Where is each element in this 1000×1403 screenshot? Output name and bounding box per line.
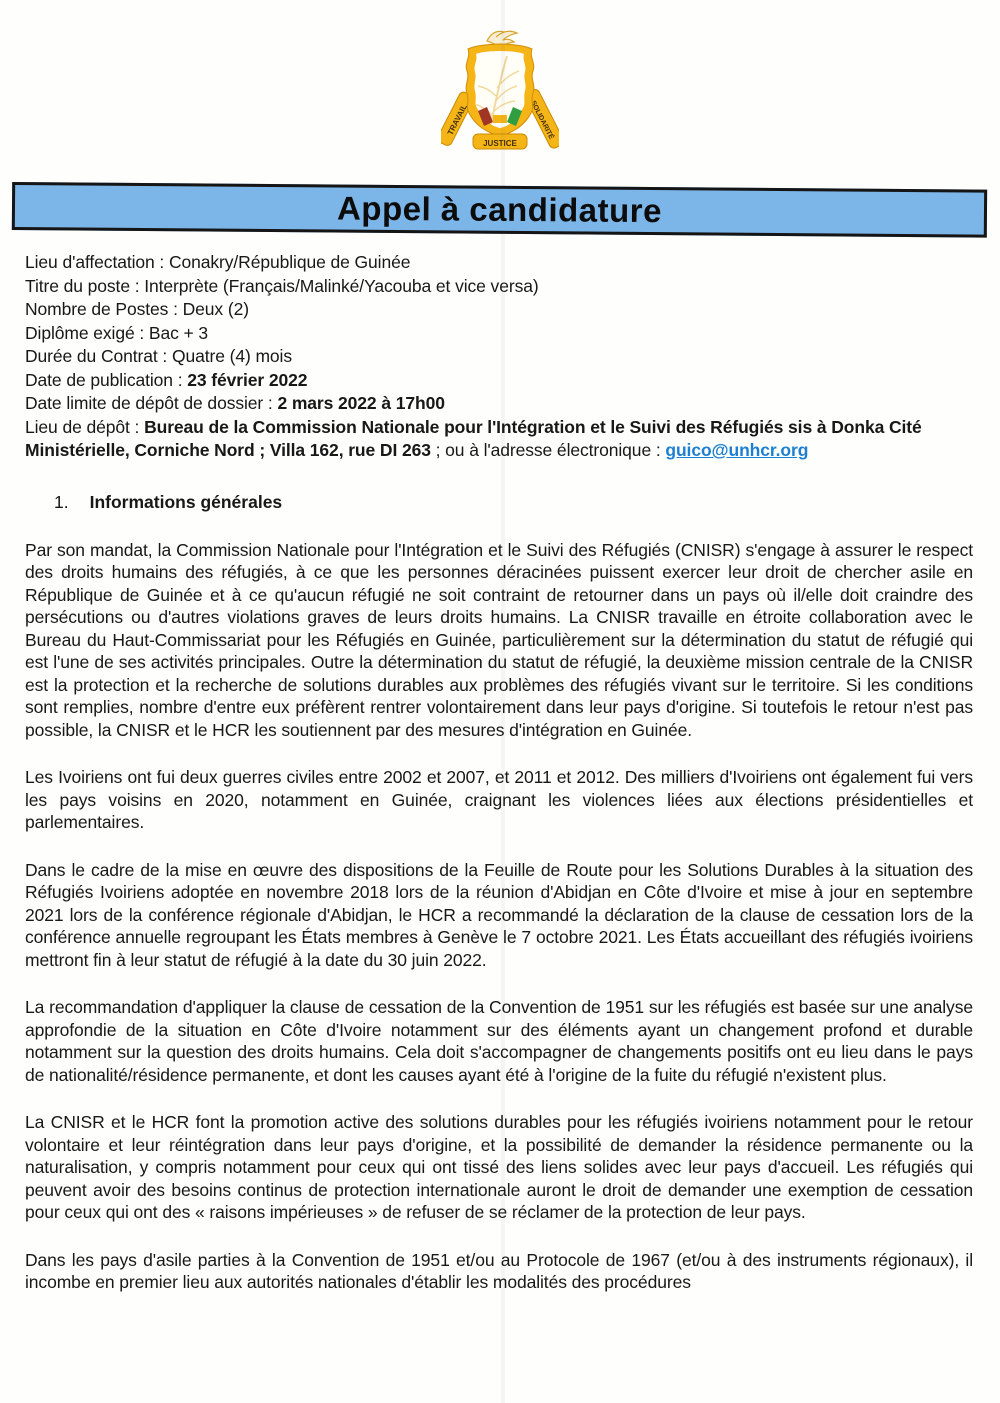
info-label: Nombre de Postes : bbox=[25, 299, 183, 319]
paragraph-4: La recommandation d'appliquer la clause de cessation de la Convention de 1951 sur les réfugiés est basée sur une analyse approfondie de la situation en Côte d'Ivoire notamment sur des éléments ayant un changement profond et durable notamment sur la question des droits humains. Cela doit s'accompagner de changements positifs ont eu lieu dans le pays de nationalité/résidence permanente, et dont les causes ayant été à l'origine de la fuite du réfugié n'existent plus. bbox=[25, 997, 973, 1085]
shield bbox=[466, 44, 534, 136]
deposit-separator: ; ou à l'adresse électronique : bbox=[430, 440, 666, 460]
info-label: Durée du Contrat : bbox=[25, 346, 172, 366]
paragraph-1: Par son mandat, la Commission Nationale pour l'Intégration et le Suivi des Réfugiés (CNISR) s'engage à assurer le respect des droits humains des réfugiés, à ce que les personnes déracinées puissent exercer leur droit de chercher asile en République de Guinée et à ce qu'aucun réfugié ne soit contraint de retourner dans un pays où il/elle doit craindre des persécutions ou d'autres violations graves de leurs droits humains. La CNISR travaille en étroite collaboration avec le Bureau du Haut-Commissariat pour les Réfugiés en Guinée, particulièrement sur la détermination du statut de réfugié qui est l'une de ses activités principales. Outre la détermination du statut de réfugié, la deuxième mission centrale de la CNISR est la protection et la recherche de solutions durables aux problèmes des réfugiés vivant sur le territoire. Si les conditions sont remplies, nombre d'entre eux préfèrent rentrer volontairement dans leur pays d'origine. Si toutefois le retour n'est pas possible, la CNISR et le HCR les soutiennent par des mesures d'intégration en Guinée. bbox=[25, 539, 973, 740]
info-line-date-limite bbox=[25, 392, 973, 416]
info-label: Diplôme exigé : bbox=[25, 322, 149, 343]
info-label: Date limite de dépôt de dossier : bbox=[25, 393, 278, 413]
info-value: Interprète (Français/Malinké/Yacouba et vice versa) bbox=[144, 275, 539, 296]
email-link[interactable]: guico@unhcr.org bbox=[665, 440, 809, 460]
info-value: 23 février 2022 bbox=[187, 369, 308, 390]
deposit-address: Bureau de la Commission Nationale pour l'Intégration et le Suivi des Réfugiés sis à Donka Cité Ministérielle, Corniche Nord ; Villa 162, rue DI 263 bbox=[25, 416, 922, 460]
section-title: Informations générales bbox=[89, 491, 283, 512]
paragraph-6: Dans les pays d'asile parties à la Convention de 1951 et/ou au Protocole de 1967 (et/ou à des instruments régionaux), il incombe en premier lieu aux autorités nationales d'établir les modalités des procédures bbox=[25, 1249, 973, 1292]
motto-ribbon-bottom bbox=[473, 134, 527, 149]
crest-motto-justice: JUSTICE bbox=[483, 139, 517, 148]
banner-title: Appel à candidature bbox=[336, 189, 663, 230]
info-line-diplome bbox=[25, 322, 973, 346]
info-value: Bac + 3 bbox=[148, 322, 209, 343]
info-line-depot bbox=[25, 416, 973, 463]
section-number: 1. bbox=[54, 491, 69, 512]
info-block bbox=[25, 251, 973, 463]
info-label: Titre du poste : bbox=[25, 275, 145, 296]
info-line-nombre bbox=[25, 298, 973, 322]
paragraph-5: La CNISR et le HCR font la promotion active des solutions durables pour les réfugiés ivoiriens notamment pour le retour volontaire et leur réintégration dans leur pays d'origine, et la possibilité de demander la résidence permanente ou la naturalisation, y compris notamment pour ceux qui ont tissé des liens solides avec leur pays d'accueil. Les réfugiés qui peuvent avoir des besoins continus de protection internationale auront le droit de demander une exemption de cessation pour ceux qui ont des « raisons impérieuses » de refuser de se réclamer de la protection de leur pays. bbox=[25, 1112, 973, 1222]
guinea-coat-of-arms-icon bbox=[441, 24, 559, 154]
crest-motto-travail: TRAVAIL bbox=[445, 102, 469, 137]
info-line-duree bbox=[25, 345, 973, 369]
paragraph-3: Dans le cadre de la mise en œuvre des dispositions de la Feuille de Route pour les Solutions Durables à la situation des Réfugiés Ivoiriens adoptée en novembre 2018 lors de la réunion d'Abidjan en Côte d'Ivoire et mise à jour en septembre 2021 lors de la conférence régionale d'Abidjan, le HCR a recommandé la déclaration de la clause de cessation lors de la conférence annuelle regroupant les États membres à Genève le 7 octobre 2021. Les États accueillant des réfugiés ivoiriens mettront fin à leur statut de réfugié à la date du 30 juin 2022. bbox=[25, 859, 973, 970]
info-label: Date de publication : bbox=[25, 369, 188, 390]
crest-motto-solidarite: SOLIDARITÉ bbox=[529, 99, 555, 141]
document-content bbox=[0, 251, 1000, 1294]
info-value: 2 mars 2022 à 17h00 bbox=[277, 393, 445, 413]
info-value: Conakry/République de Guinée bbox=[168, 252, 411, 272]
info-line-publication bbox=[25, 369, 973, 393]
info-label: Lieu d'affectation : bbox=[25, 252, 169, 272]
banner bbox=[12, 182, 987, 238]
info-line-poste bbox=[25, 275, 973, 299]
info-line-affectation bbox=[25, 251, 973, 275]
info-label: Lieu de dépôt : bbox=[25, 416, 145, 437]
section-heading bbox=[25, 490, 973, 514]
info-value: Deux (2) bbox=[182, 299, 249, 319]
paragraph-2: Les Ivoiriens ont fui deux guerres civiles entre 2002 et 2007, et 2011 et 2012. Des milliers d'Ivoiriens ont également fui vers les pays voisins en 2020, notamment en Guinée, craignant les violences liées aux élections présidentielles et parlementaires. bbox=[25, 767, 973, 832]
info-value: Quatre (4) mois bbox=[171, 346, 292, 366]
